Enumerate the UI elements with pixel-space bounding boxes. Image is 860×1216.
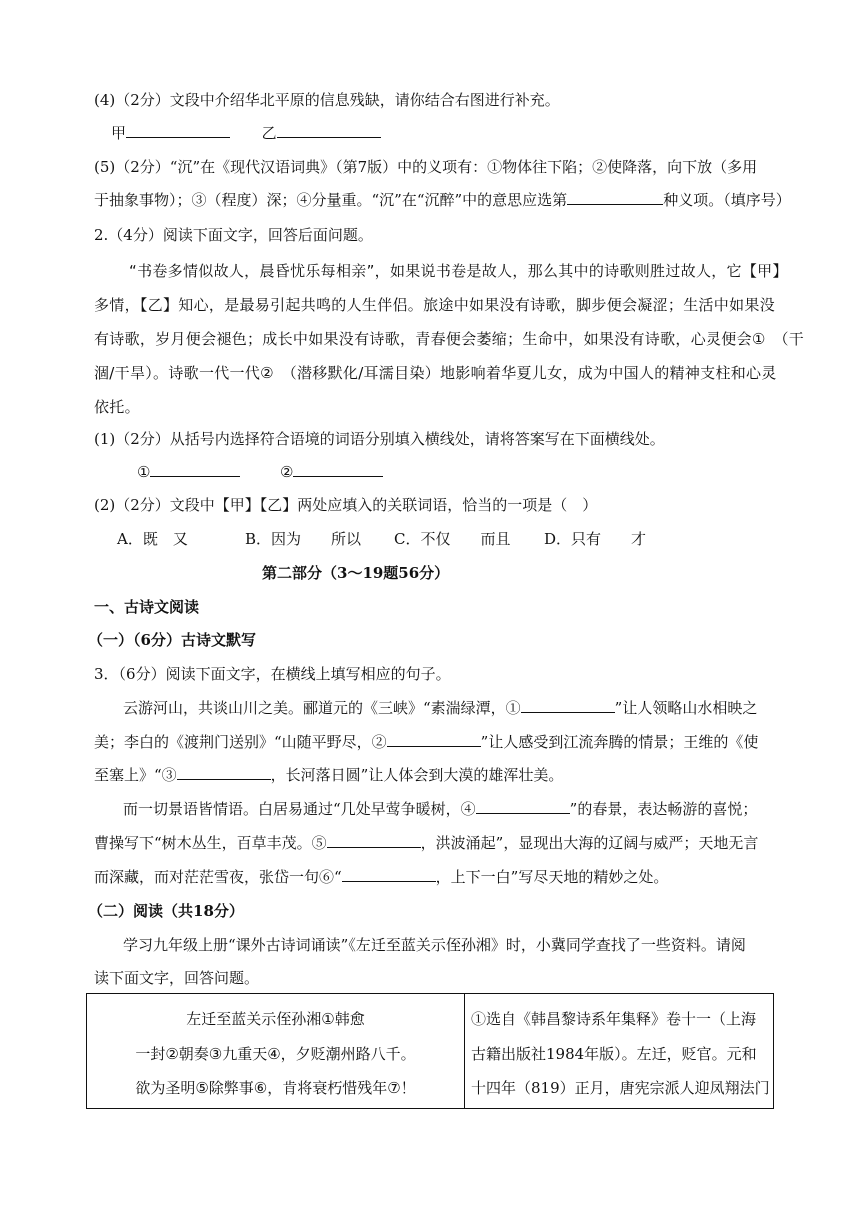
poem-title: 左迁至蓝关示侄孙湘①韩愈 [186,1010,365,1028]
option-a[interactable]: A．既 又 [117,530,188,548]
question-1-5-line2: 于抽象事物）；③（程度）深；④分量重。“沉”在“沉醉”中的意思应选第 种义项。（填序号） [94,191,791,209]
question-1-4-text: (4)（2分）文段中介绍华北平原的信息残缺，请你结合右图进行补充。 [94,91,560,109]
answer-blank-2[interactable] [387,732,481,747]
question-2-para-line: 多情，【乙】知心，是最易引起共鸣的人生伴侣。旅途中如果没有诗歌，脚步便会凝涩；生活中如果没 [94,296,776,314]
table-divider [464,994,465,1108]
answer-blank-5[interactable] [327,833,421,848]
label-jia: 甲 [111,124,127,142]
question-2-para-line: 依托。 [94,398,140,416]
question-1-5-line1: (5)（2分）“沉”在《现代汉语词典》（第7版）中的义项有：①物体往下陷；②使降落，向下放（多用 [94,158,758,176]
note-line: 十四年（819）正月，唐宪宗派人迎凤翔法门 [471,1079,770,1097]
part-2-title: 第二部分（3～19题56分） [262,564,450,582]
blank-row-2-1: ① ② [137,462,383,482]
label-yi: 乙 [261,124,277,142]
answer-blank-6[interactable] [342,867,436,882]
question-2-para-line: “书卷多情似故人，晨昏忧乐每相亲”，如果说书卷是故人，那么其中的诗歌则胜过故人，它【甲】 [129,262,788,280]
note-line: ①选自《韩昌黎诗系年集释》卷十一（上海 [471,1010,757,1028]
paragraph-line: 而一切景语皆情语。白居易通过“几处早莺争暖树，④ ”的春景，表达畅游的喜悦； [123,800,758,818]
answer-blank-4[interactable] [476,799,570,814]
answer-blank-2-1-a[interactable] [150,462,240,477]
question-2-para-line: 有诗歌，岁月便会褪色；成长中如果没有诗歌，青春便会萎缩；生命中，如果没有诗歌，心灵便会① （干 [94,330,805,348]
blank-row-1-4 [111,123,381,143]
poem-line: 一封②朝奏③九重天④，夕贬潮州路八千。 [135,1045,416,1063]
question-2-sub2: (2)（2分）文段中【甲】【乙】两处应填入的关联词语，恰当的一项是（ ） [94,496,598,514]
answer-blank-2-1-b[interactable] [293,462,383,477]
paragraph-line: 云游河山，共谈山川之美。郦道元的《三峡》“素湍绿潭，① ”让人领略山水相映之 [123,699,758,717]
answer-blank-3[interactable] [177,765,271,780]
answer-blank-1-5[interactable] [567,190,663,205]
paragraph-line: 至塞上》“③ ，长河落日圆”让人体会到大漠的雄浑壮美。 [94,766,564,784]
intro-line: 学习九年级上册“课外古诗词诵读”《左迁至蓝关示侄孙湘》时，小冀同学查找了一些资料。请阅 [123,936,746,954]
paragraph-line: 而深藏，而对茫茫雪夜，张岱一句⑥“ ，上下一白”写尽天地的精妙之处。 [94,868,669,886]
paragraph-line: 美；李白的《渡荆门送别》“山随平野尽，② ”让人感受到江流奔腾的情景；王维的《使 [94,733,759,751]
question-2-para-line: 涸/干旱）。诗歌一代一代② （潜移默化/耳濡目染）地影响着华夏儿女，成为中国人的精神支柱和心灵 [94,364,777,382]
answer-blank-jia[interactable] [126,123,230,138]
option-c[interactable]: C．不仅 而且 [394,530,511,548]
poem-line: 欲为圣明⑤除弊事⑥，肯将衰朽惜残年⑦！ [135,1079,416,1097]
intro-line: 读下面文字，回答问题。 [94,969,260,987]
answer-blank-1[interactable] [521,698,615,713]
option-d[interactable]: D．只有 才 [544,530,647,548]
question-2-title: 2.（4分）阅读下面文字，回答后面问题。 [94,226,373,244]
option-b[interactable]: B．因为 所以 [245,530,362,548]
question-2-sub1: (1)（2分）从括号内选择符合语境的词语分别填入横线处，请将答案写在下面横线处。 [94,430,665,448]
subsection-heading: （二）阅读（共18分） [88,902,244,920]
note-line: 古籍出版社1984年版）。左迁，贬官。元和 [471,1045,757,1063]
answer-blank-yi[interactable] [277,123,381,138]
paragraph-line: 曹操写下“树木丛生，百草丰茂。⑤ ，洪波涌起”，显现出大海的辽阔与威严；天地无言 [94,834,759,852]
question-3-title: 3．（6分）阅读下面文字，在横线上填写相应的句子。 [94,665,451,683]
section-heading: 一、古诗文阅读 [94,598,200,616]
subsection-heading: （一）（6分）古诗文默写 [88,631,256,649]
poem-table [86,993,774,1109]
